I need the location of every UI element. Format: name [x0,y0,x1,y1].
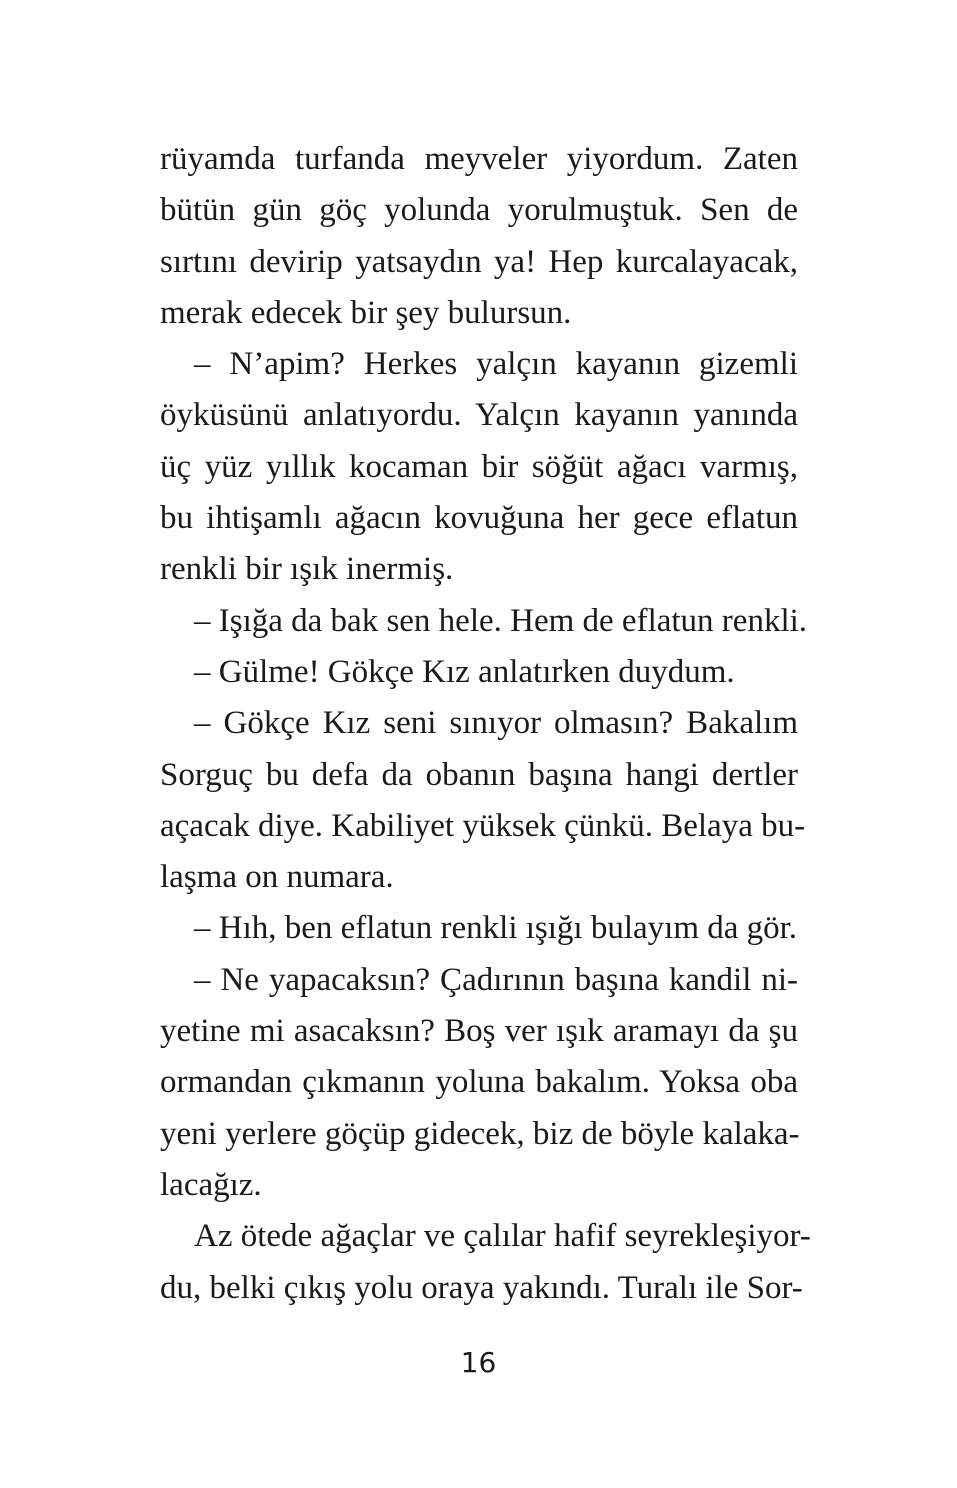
text-line: du, belki çıkış yolu oraya yakındı. Turalı ile Sor- [160,1269,803,1306]
paragraph [160,698,806,903]
text-line: – Gülme! Gökçe Kız anlatırken duydum. [194,653,735,690]
paragraph [160,339,798,595]
text-line: bu ihtişamlı ağacın kovuğuna her gece eflatun [160,500,798,537]
text-line: rüyamda turfanda meyveler yiyordum. Zaten [160,141,798,177]
text-line: açacak diye. Kabiliyet yüksek çünkü. Belaya bu- [160,807,806,844]
text-line: Az ötede ağaçlar ve çalılar hafif seyrekleşiyor- [194,1218,811,1255]
text-line: – Hıh, ben eflatun renkli ışığı bulayım da gör. [194,910,798,947]
text-line: bütün gün göç yolunda yorulmuştuk. Sen de [160,192,798,229]
paragraph [160,955,798,1211]
body-text [160,134,811,1314]
text-line: yetine mi asacaksın? Boş ver ışık aramayı da şu [160,1013,798,1050]
text-line: lacağız. [160,1166,262,1203]
text-line: yeni yerlere göçüp gidecek, biz de böyle kalaka- [160,1115,800,1152]
paragraph [160,1211,811,1314]
text-line: – Gökçe Kız seni sınıyor olmasın? Bakalım [194,705,798,742]
text-line: merak edecek bir şey bulursun. [160,294,572,331]
text-line: Sorguç bu defa da obanın başına hangi dertler [160,756,798,793]
text-line: – Işığa da bak sen hele. Hem de eflatun renkli. [194,602,808,639]
paragraph [160,903,798,954]
text-line: sırtını devirip yatsaydın ya! Hep kurcalayacak, [160,243,798,280]
text-line: renkli bir ışık inermiş. [160,551,454,588]
text-line: üç yüz yıllık kocaman bir söğüt ağacı varmış, [160,448,798,485]
page-number: 16 [460,1346,497,1379]
text-line: – N’apim? Herkes yalçın kayanın gizemli [194,346,798,383]
paragraph [160,134,798,339]
text-line: ormandan çıkmanın yoluna bakalım. Yoksa oba [160,1064,798,1101]
paragraph [160,596,808,647]
text-line: öyküsünü anlatıyordu. Yalçın kayanın yanında [160,397,798,434]
text-line: laşma on numara. [160,859,394,896]
text-line: – Ne yapacaksın? Çadırının başına kandil ni- [194,961,798,998]
paragraph [160,647,798,698]
